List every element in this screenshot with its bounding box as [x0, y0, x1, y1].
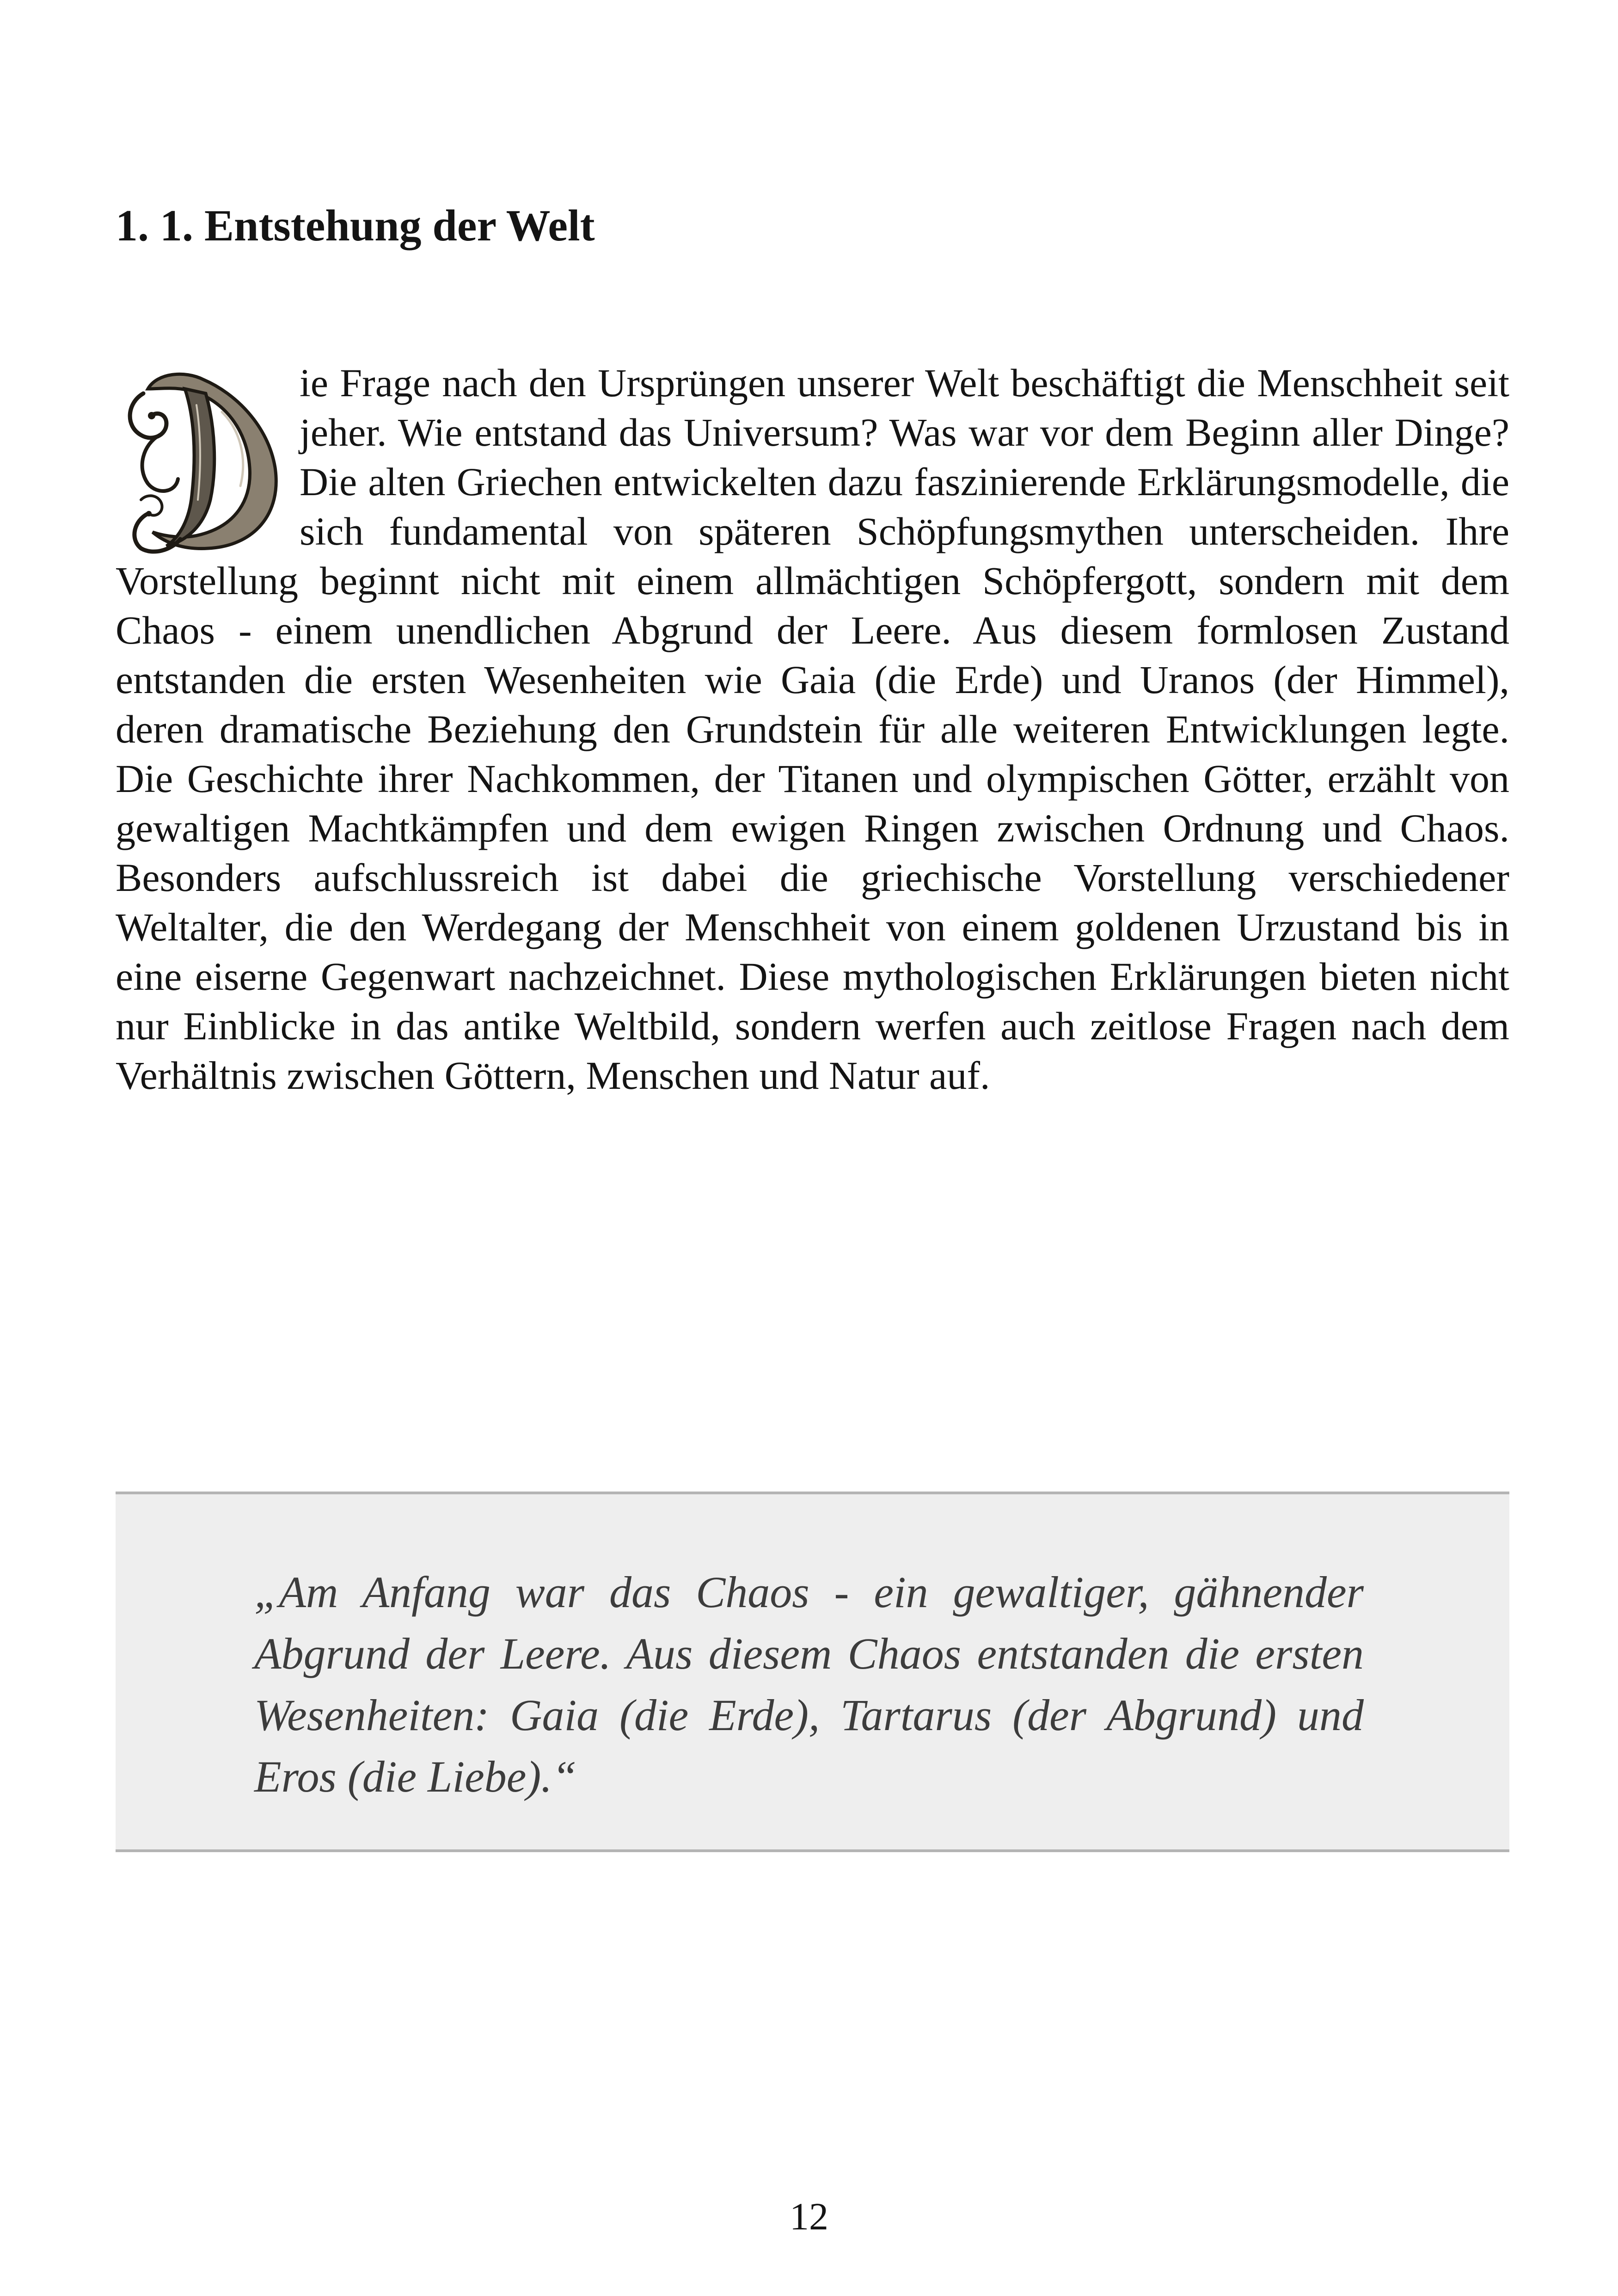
body-text-content: ie Frage nach den Ursprüngen unserer Welt beschäftigt die Menschheit seit jeher. Wie entstand das Universum? Was war vor dem Beginn aller Dinge? Die alten Griechen entwickelten dazu faszinierende Erklärungsmodelle, die sich fundamental von späteren Schöpfungsmythen unterscheiden. Ihre Vorstellung beginnt nicht mit einem allmächtigen Schöpfergott, sondern mit dem Chaos - einem unendlichen Abgrund der Leere. Aus diesem formlosen Zustand entstanden die ersten Wesenheiten wie Gaia (die Erde) und Uranos (der Himmel), deren dramatische Beziehung den Grundstein für alle weiteren Entwicklungen legte. Die Geschichte ihrer Nachkommen, der Titanen und olympischen Götter, erzählt von gewaltigen Machtkämpfen und dem ewigen Ringen zwischen Ordnung und Chaos. Besonders aufschlussreich ist dabei die griechische Vorstellung verschiedener Weltalter, die den Werdegang der Menschheit von einem goldenen Urzustand bis in eine eiserne Gegenwart nachzeichnet. Diese mythologischen Erklärungen bieten nicht nur Einblicke in das antike Weltbild, sondern werfen auch zeitlose Fragen nach dem Verhältnis zwischen Göttern, Menschen und Natur auf. [116, 361, 1509, 1098]
quote-text: „Am Anfang war das Chaos - ein gewaltiger, gähnender Abgrund der Leere. Aus diesem Chaos entstanden die ersten Wesenheiten: Gaia (die Erde), Tartarus (der Abgrund) und Eros (die Liebe).“ [254, 1567, 1364, 1801]
body-paragraph [116, 358, 1509, 1100]
dropcap-letter-d [116, 361, 287, 555]
page-number: 12 [790, 2195, 828, 2238]
section-heading: 1. 1. Entstehung der Welt [116, 201, 595, 250]
quote-box [116, 1492, 1509, 1852]
ornate-initial-d-image [116, 361, 287, 555]
